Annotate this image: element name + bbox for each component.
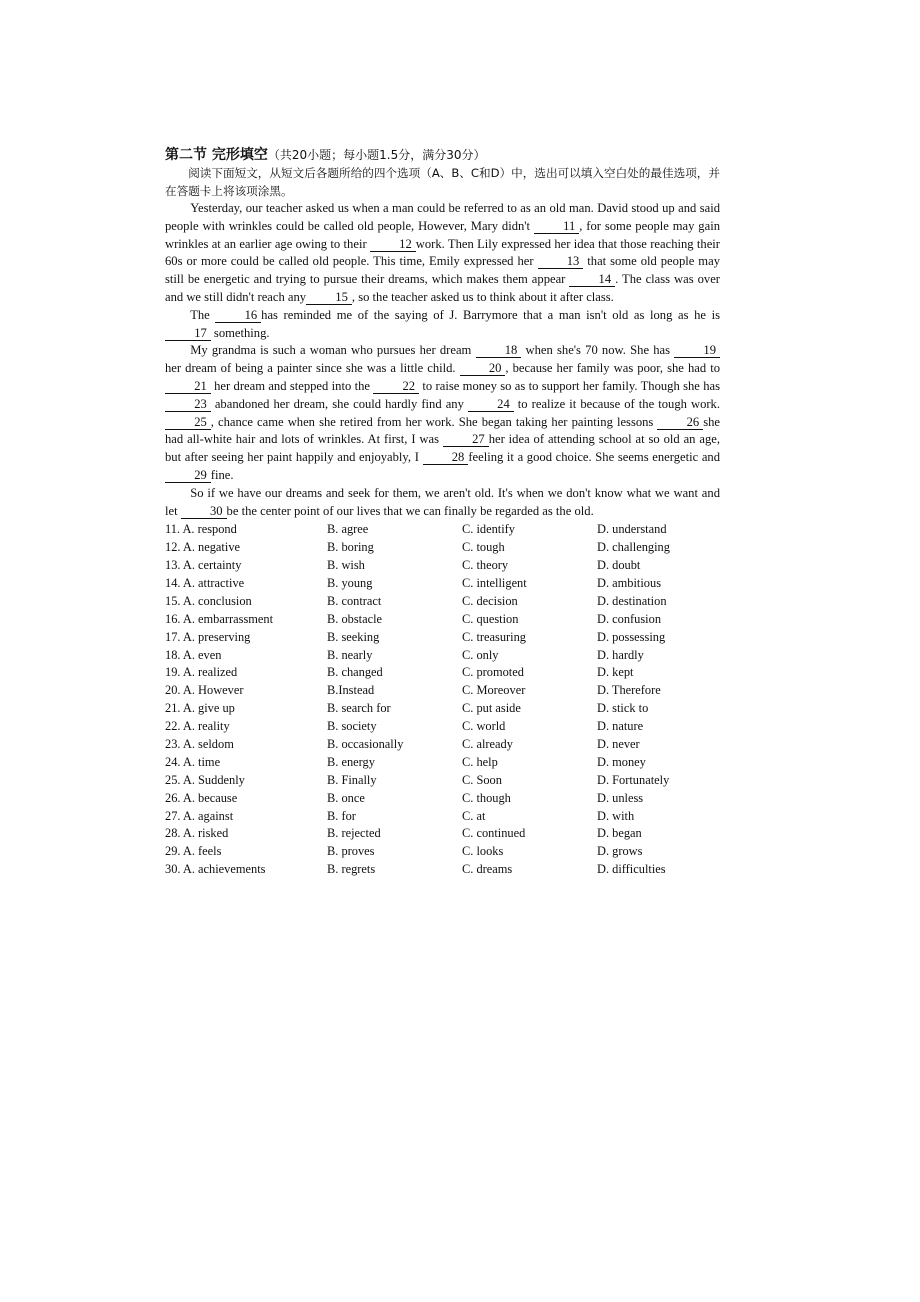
option-b: B. rejected <box>327 826 381 841</box>
passage-text: that some old people may still be energetic and trying to pursue their dreams, which makes them appear <box>165 254 720 287</box>
option-d: D. nature <box>597 719 644 734</box>
passage-text: , so the teacher asked us to think about it after class. <box>351 289 614 304</box>
passage-paragraph-2 <box>165 307 720 343</box>
option-b: B. changed <box>327 665 383 680</box>
option-b: B. young <box>327 576 373 591</box>
passage-text: fine. <box>210 467 234 482</box>
blank-16: 16 <box>215 309 261 323</box>
passage-paragraph-4 <box>165 485 720 521</box>
option-row <box>165 611 720 629</box>
passage-text: The <box>190 307 216 322</box>
option-c: C. question <box>462 611 519 626</box>
option-b: B. once <box>327 790 365 805</box>
option-c: C. identify <box>462 522 515 537</box>
option-c: C. tough <box>462 540 505 555</box>
option-d: D. Therefore <box>597 683 661 698</box>
option-c: C. intelligent <box>462 576 527 591</box>
section-note: （共20小题；每小题1.5分，满分30分） <box>267 148 486 162</box>
option-b: B. seeking <box>327 629 380 644</box>
passage-text: her idea of attending school at so old an age, but after seeing her paint happily and enjoyably, I <box>165 432 720 465</box>
passage-text: her dream and stepped into the <box>210 378 374 393</box>
option-row <box>165 718 720 736</box>
option-d: D. never <box>597 737 640 752</box>
option-row <box>165 736 720 754</box>
option-a: 15. A. conclusion <box>165 593 252 608</box>
option-row <box>165 772 720 790</box>
blank-26: 26 <box>657 416 703 430</box>
passage-text: So if we have our dreams and seek for them, we aren't old. It's when we don't know what we want and let <box>165 485 720 518</box>
passage-text: feeling it a good choice. She seems energetic and <box>468 450 720 465</box>
option-d: D. with <box>597 808 635 823</box>
option-a: 20. A. However <box>165 683 244 698</box>
blank-17: 17 <box>165 327 211 341</box>
option-c: C. only <box>462 647 499 662</box>
blank-20: 20 <box>460 362 506 376</box>
option-c: C. help <box>462 754 498 769</box>
option-c: C. world <box>462 719 506 734</box>
option-a: 24. A. time <box>165 754 221 769</box>
option-row <box>165 843 720 861</box>
passage-text: , for some people may gain wrinkles at an earlier age owing to their <box>165 218 720 251</box>
option-c: C. put aside <box>462 701 521 716</box>
option-a: 29. A. feels <box>165 844 222 859</box>
option-a: 16. A. embarrassment <box>165 611 274 626</box>
cloze-section <box>165 146 720 879</box>
option-row <box>165 521 720 539</box>
option-c: C. theory <box>462 558 509 573</box>
blank-24: 24 <box>468 398 514 412</box>
option-b: B. search for <box>327 701 391 716</box>
passage-text: to realize it because of the tough work. <box>513 396 721 411</box>
blank-15: 15 <box>306 291 352 305</box>
option-row <box>165 557 720 575</box>
option-row <box>165 664 720 682</box>
option-d: D. began <box>597 826 642 841</box>
option-row <box>165 825 720 843</box>
option-row <box>165 861 720 879</box>
passage-text: My grandma is such a woman who pursues her dream <box>190 343 476 358</box>
option-row <box>165 539 720 557</box>
option-a: 22. A. reality <box>165 719 230 734</box>
option-b: B. Finally <box>327 772 377 787</box>
passage-text: something. <box>210 325 270 340</box>
option-d: D. kept <box>597 665 634 680</box>
option-row <box>165 629 720 647</box>
blank-28: 28 <box>423 451 469 465</box>
option-d: D. doubt <box>597 558 641 573</box>
passage-text: , because her family was poor, she had to <box>505 361 720 376</box>
option-c: C. at <box>462 808 486 823</box>
option-d: D. destination <box>597 593 667 608</box>
option-c: C. looks <box>462 844 504 859</box>
option-a: 13. A. certainty <box>165 558 242 573</box>
option-b: B. obstacle <box>327 611 383 626</box>
option-a: 26. A. because <box>165 790 238 805</box>
option-d: D. Fortunately <box>597 772 670 787</box>
option-d: D. difficulties <box>597 862 666 877</box>
option-c: C. dreams <box>462 862 513 877</box>
option-c: C. continued <box>462 826 526 841</box>
option-a: 30. A. achievements <box>165 862 266 877</box>
blank-14: 14 <box>569 273 615 287</box>
option-b: B. for <box>327 808 356 823</box>
option-a: 17. A. preserving <box>165 629 251 644</box>
option-c: C. Soon <box>462 772 502 787</box>
blank-21: 21 <box>165 380 211 394</box>
option-b: B. occasionally <box>327 737 404 752</box>
section-heading <box>165 146 720 164</box>
option-a: 27. A. against <box>165 808 234 823</box>
option-row <box>165 790 720 808</box>
passage-text: be the center point of our lives that we can finally be regarded as the old. <box>226 503 594 518</box>
option-d: D. hardly <box>597 647 644 662</box>
passage-text: to raise money so as to support her family. Though she has <box>419 378 720 393</box>
option-c: C. treasuring <box>462 629 527 644</box>
passage-text: Yesterday, our teacher asked us when a man could be referred to as an old man. David stood up and said people with wrinkles could be called old people, However, Mary didn't <box>165 201 720 233</box>
blank-11: 11 <box>534 220 579 234</box>
option-b: B. energy <box>327 754 375 769</box>
option-b: B. wish <box>327 558 365 573</box>
option-a: 21. A. give up <box>165 701 235 716</box>
blank-13: 13 <box>538 255 584 269</box>
option-row <box>165 808 720 826</box>
option-row <box>165 647 720 665</box>
passage-paragraph-3 <box>165 342 720 484</box>
passage-text: she had all-white hair and lots of wrinkles. At first, I was <box>165 414 720 447</box>
passage-text: has reminded me of the saying of J. Barrymore that a man isn't old as long as he is <box>261 307 720 322</box>
option-d: D. unless <box>597 790 644 805</box>
section-title: 第二节 完形填空 <box>165 147 268 163</box>
option-b: B. regrets <box>327 862 376 877</box>
blank-18: 18 <box>476 344 522 358</box>
blank-29: 29 <box>165 469 211 483</box>
passage-text: work. Then Lily expressed her idea that those reaching their 60s or more could be called old people. This time, Emily expressed her <box>165 236 720 269</box>
option-c: C. Moreover <box>462 683 526 698</box>
option-row <box>165 700 720 718</box>
option-b: B. agree <box>327 522 369 537</box>
option-a: 12. A. negative <box>165 540 241 555</box>
option-b: B. nearly <box>327 647 373 662</box>
option-d: D. ambitious <box>597 576 662 591</box>
option-a: 14. A. attractive <box>165 576 245 591</box>
option-b: B.Instead <box>327 683 375 698</box>
option-b: B. proves <box>327 844 375 859</box>
passage-paragraph-1 <box>165 200 720 307</box>
option-a: 18. A. even <box>165 647 222 662</box>
passage-text: when she's 70 now. She has <box>521 343 675 358</box>
passage-text: her dream of being a painter since she was a little child. <box>165 361 460 376</box>
blank-12: 12 <box>370 238 416 252</box>
option-a: 19. A. realized <box>165 665 238 680</box>
option-row <box>165 593 720 611</box>
option-d: D. confusion <box>597 611 662 626</box>
blank-30: 30 <box>181 505 227 519</box>
blank-25: 25 <box>165 416 211 430</box>
option-b: B. society <box>327 719 377 734</box>
option-d: D. understand <box>597 522 667 537</box>
blank-27: 27 <box>443 433 489 447</box>
option-c: C. promoted <box>462 665 524 680</box>
option-a: 11. A. respond <box>165 522 237 537</box>
option-b: B. boring <box>327 540 374 555</box>
option-a: 23. A. seldom <box>165 737 234 752</box>
option-c: C. decision <box>462 593 518 608</box>
option-d: D. possessing <box>597 629 666 644</box>
option-row <box>165 754 720 772</box>
options-list <box>165 521 720 879</box>
option-row <box>165 575 720 593</box>
option-d: D. stick to <box>597 701 649 716</box>
option-d: D. challenging <box>597 540 670 555</box>
section-instruction: 阅读下面短文，从短文后各题所给的四个选项（A、B、C和D）中，选出可以填入空白处的最佳选项，并在答题卡上将该项涂黑。 <box>165 166 720 198</box>
passage-text: abandoned her dream, she could hardly find any <box>210 396 468 411</box>
option-row <box>165 682 720 700</box>
option-a: 28. A. risked <box>165 826 229 841</box>
option-d: D. money <box>597 754 646 769</box>
option-c: C. though <box>462 790 511 805</box>
blank-23: 23 <box>165 398 211 412</box>
blank-22: 22 <box>373 380 419 394</box>
option-b: B. contract <box>327 593 382 608</box>
passage-text: , chance came when she retired from her work. She began taking her painting lessons <box>210 414 658 429</box>
passage-text: . The class was over and we still didn't reach any <box>165 272 720 304</box>
option-d: D. grows <box>597 844 643 859</box>
option-c: C. already <box>462 737 513 752</box>
option-a: 25. A. Suddenly <box>165 772 245 787</box>
blank-19: 19 <box>674 344 720 358</box>
